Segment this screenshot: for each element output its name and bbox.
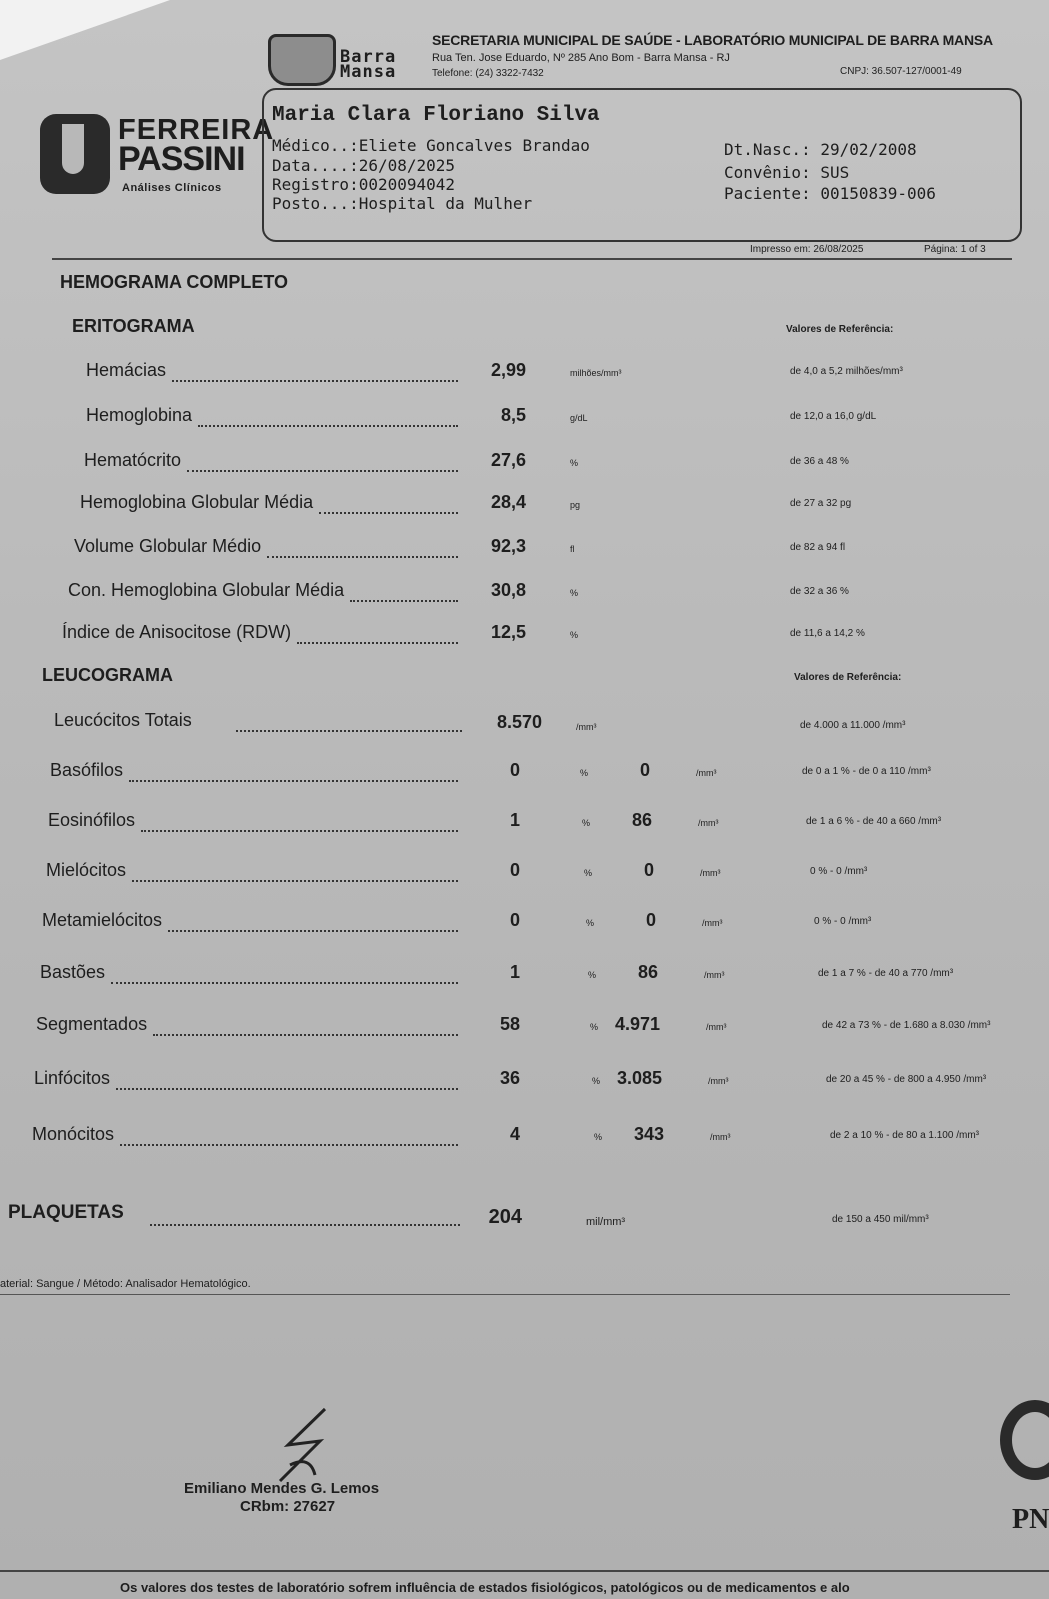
city-logo-text: Barra Mansa <box>340 47 397 82</box>
erit-value: 8,5 <box>500 405 526 425</box>
secretaria-address: Rua Ten. Jose Eduardo, Nº 285 Ano Bom - Barra Mansa - RJ <box>432 52 730 64</box>
material-method: aterial: Sangue / Método: Analisador Hematológico. <box>0 1278 251 1290</box>
leader-dots <box>168 930 458 932</box>
leuco-label: Linfócitos <box>34 1068 111 1088</box>
leuco-pct-unit: % <box>580 768 589 778</box>
lab-name-1: FERREIRA <box>118 114 275 146</box>
leuco-abs-unit: /mm³ <box>696 768 717 778</box>
leader-dots <box>150 1224 460 1226</box>
leader-dots <box>153 1034 458 1036</box>
erit-ref: de 11,6 a 14,2 % <box>790 628 865 639</box>
leuco-label: Bastões <box>40 962 106 982</box>
erit-unit: g/dL <box>570 413 588 423</box>
leuco-pct-unit: % <box>590 1022 599 1032</box>
leader-dots <box>350 600 458 602</box>
leuco-pct: 0 <box>509 910 520 930</box>
leuco-pct-unit: % <box>592 1076 601 1086</box>
leader-dots <box>297 642 458 644</box>
leuco-ref: 0 % - 0 /mm³ <box>810 866 868 877</box>
leuco-abs-unit: /mm³ <box>710 1132 731 1142</box>
printed-date: Impresso em: 26/08/2025 <box>750 244 864 255</box>
signer-name: Emiliano Mendes G. Lemos <box>184 1480 380 1497</box>
leuco-label: Basófilos <box>50 760 124 780</box>
leuco-pct: 0 <box>509 760 520 780</box>
leuco-abs: 86 <box>637 962 658 982</box>
footer-note: Os valores dos testes de laboratório sofrem influência de estados fisiológicos, patológicos ou de medicamentos e alo <box>120 1580 850 1595</box>
leucocitos-ref: de 4.000 a 11.000 /mm³ <box>800 720 906 731</box>
leuco-abs-unit: /mm³ <box>700 868 721 878</box>
lab-name-2: PASSINI <box>118 140 245 178</box>
posto: Posto...:Hospital da Mulher <box>272 194 533 213</box>
leuco-pct-unit: % <box>594 1132 603 1142</box>
secretaria-title: SECRETARIA MUNICIPAL DE SAÚDE - LABORATÓRIO MUNICIPAL DE BARRA MANSA <box>432 32 993 48</box>
plaquetas-ref: de 150 a 450 mil/mm³ <box>832 1214 929 1225</box>
erit-unit: % <box>570 630 579 640</box>
leuco-pct-unit: % <box>586 918 595 928</box>
plaquetas-unit: mil/mm³ <box>586 1216 626 1228</box>
leuco-pct-unit: % <box>584 868 593 878</box>
erit-label: Hemoglobina <box>86 405 193 425</box>
leuco-ref: de 20 a 45 % - de 800 a 4.950 /mm³ <box>826 1074 987 1085</box>
erit-label: Hemácias <box>86 360 167 380</box>
registro: Registro:0020094042 <box>272 175 456 194</box>
erit-value: 12,5 <box>490 622 526 642</box>
leuco-abs-unit: /mm³ <box>698 818 719 828</box>
erit-label: Índice de Anisocitose (RDW) <box>62 622 292 642</box>
erit-value: 28,4 <box>490 492 526 512</box>
leader-dots <box>141 830 458 832</box>
leader-dots <box>120 1144 458 1146</box>
erit-label: Con. Hemoglobina Globular Média <box>68 580 345 600</box>
exam-title: HEMOGRAMA COMPLETO <box>60 272 288 292</box>
leuco-abs-unit: /mm³ <box>706 1022 727 1032</box>
eritograma-title: ERITOGRAMA <box>72 316 195 336</box>
leader-dots <box>187 470 458 472</box>
leader-dots <box>111 982 458 984</box>
leuco-abs: 0 <box>645 910 656 930</box>
leuco-abs-unit: /mm³ <box>702 918 723 928</box>
leuco-abs: 0 <box>643 860 654 880</box>
leuco-abs: 86 <box>631 810 652 830</box>
header-divider <box>52 258 1012 260</box>
leuco-pct-unit: % <box>582 818 591 828</box>
material-divider <box>0 1294 1010 1295</box>
leuco-pct: 36 <box>499 1068 520 1088</box>
leuco-pct: 58 <box>499 1014 520 1034</box>
leuco-label: Eosinófilos <box>48 810 136 830</box>
lab-subtitle: Análises Clínicos <box>122 182 222 194</box>
pn-seal-text: PN <box>1012 1504 1049 1535</box>
leuco-label: Segmentados <box>36 1014 148 1034</box>
leuco-ref: de 1 a 7 % - de 40 a 770 /mm³ <box>818 968 954 979</box>
erit-label: Hemoglobina Globular Média <box>80 492 314 512</box>
barra-mansa-crest-icon <box>268 34 336 86</box>
leuco-label: Mielócitos <box>46 860 127 880</box>
leuco-pct: 4 <box>509 1124 520 1144</box>
leuco-abs: 3.085 <box>616 1068 662 1088</box>
leuco-pct: 1 <box>509 810 520 830</box>
erit-ref: de 82 a 94 fl <box>790 542 846 553</box>
erit-value: 92,3 <box>490 536 526 556</box>
erit-value: 2,99 <box>490 360 526 380</box>
leuco-abs: 0 <box>639 760 650 780</box>
erit-unit: % <box>570 588 579 598</box>
erit-unit: fl <box>570 544 575 554</box>
leuco-ref: de 1 a 6 % - de 40 a 660 /mm³ <box>806 816 942 827</box>
leuco-ref: de 0 a 1 % - de 0 a 110 /mm³ <box>802 766 931 777</box>
leader-dots <box>267 556 458 558</box>
leader-dots <box>116 1088 458 1090</box>
eritograma-ref-header: Valores de Referência: <box>786 324 894 335</box>
leucocitos-label: Leucócitos Totais <box>54 710 192 730</box>
leuco-pct: 0 <box>509 860 520 880</box>
cnpj: CNPJ: 36.507-127/0001-49 <box>840 66 962 77</box>
erit-ref: de 27 a 32 pg <box>790 498 852 509</box>
leader-dots <box>129 780 458 782</box>
convenio: Convênio: SUS <box>724 163 850 182</box>
leuco-ref: 0 % - 0 /mm³ <box>814 916 872 927</box>
erit-ref: de 36 a 48 % <box>790 456 849 467</box>
leader-dots <box>132 880 458 882</box>
leader-dots <box>172 380 458 382</box>
erit-value: 27,6 <box>490 450 526 470</box>
erit-label: Hematócrito <box>84 450 182 470</box>
lab-logo-icon <box>40 114 110 194</box>
patient-id: Paciente: 00150839-006 <box>724 184 936 203</box>
leuco-abs-unit: /mm³ <box>704 970 725 980</box>
quality-seal-icon <box>1000 1400 1049 1480</box>
leuco-pct: 1 <box>509 962 520 982</box>
erit-unit: milhões/mm³ <box>570 368 622 378</box>
leucocitos-unit: /mm³ <box>576 722 597 732</box>
leuco-ref: de 42 a 73 % - de 1.680 a 8.030 /mm³ <box>822 1020 991 1031</box>
page-curl <box>0 0 170 60</box>
erit-unit: pg <box>570 500 581 510</box>
leuco-label: Metamielócitos <box>42 910 163 930</box>
leuco-abs-unit: /mm³ <box>708 1076 729 1086</box>
erit-value: 30,8 <box>490 580 526 600</box>
birth-date: Dt.Nasc.: 29/02/2008 <box>724 140 917 159</box>
page-number: Página: 1 of 3 <box>924 244 986 255</box>
secretaria-phone: Telefone: (24) 3322-7432 <box>432 68 544 79</box>
footer-divider <box>0 1570 1049 1572</box>
leucograma-title: LEUCOGRAMA <box>42 665 173 685</box>
leuco-pct-unit: % <box>588 970 597 980</box>
exam-date: Data....:26/08/2025 <box>272 156 456 175</box>
leuco-label: Monócitos <box>32 1124 115 1144</box>
signer-crbm: CRbm: 27627 <box>240 1498 336 1515</box>
plaquetas-label: PLAQUETAS <box>8 1202 124 1223</box>
plaquetas-value: 204 <box>488 1206 522 1228</box>
erit-ref: de 4,0 a 5,2 milhões/mm³ <box>790 366 903 377</box>
erit-label: Volume Globular Médio <box>74 536 262 556</box>
signature-icon <box>270 1405 340 1485</box>
leucograma-ref-header: Valores de Referência: <box>794 672 902 683</box>
erit-ref: de 12,0 a 16,0 g/dL <box>790 411 877 422</box>
leuco-ref: de 2 a 10 % - de 80 a 1.100 /mm³ <box>830 1130 979 1141</box>
doctor: Médico..:Eliete Goncalves Brandao <box>272 136 590 155</box>
leader-dots <box>236 730 462 732</box>
leader-dots <box>198 425 458 427</box>
leucocitos-value: 8.570 <box>496 712 542 732</box>
patient-name: Maria Clara Floriano Silva <box>272 104 600 127</box>
erit-unit: % <box>570 458 579 468</box>
leader-dots <box>319 512 458 514</box>
erit-ref: de 32 a 36 % <box>790 586 849 597</box>
leuco-abs: 4.971 <box>614 1014 660 1034</box>
leuco-abs: 343 <box>633 1124 664 1144</box>
